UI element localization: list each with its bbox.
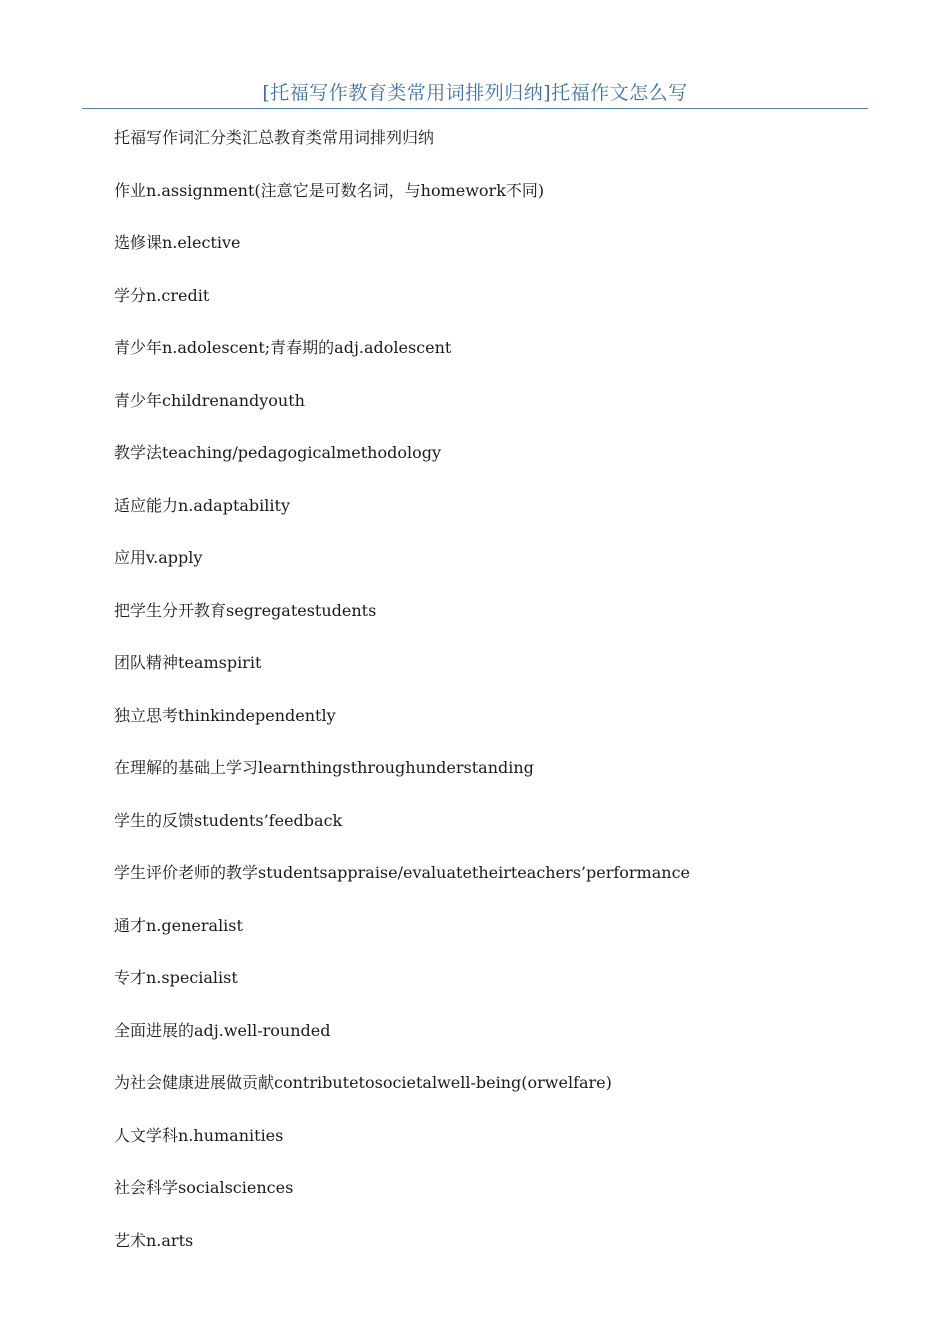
header-divider <box>82 108 868 109</box>
vocab-entry: 全面进展的adj.well-rounded <box>114 1020 331 1040</box>
vocab-entry: 为社会健康进展做贡献contributetosocietalwell-being(orwelfare) <box>114 1073 612 1092</box>
vocab-entry: 专才n.specialist <box>114 968 238 987</box>
vocab-entry: 选修课n.elective <box>114 233 241 252</box>
page-header-title: [托福写作教育类常用词排列归纳]托福作文怎么写 <box>262 82 688 104</box>
document-line: 托福写作词汇分类汇总教育类常用词排列归纳 <box>114 128 435 147</box>
vocab-entry: 社会科学socialsciences <box>114 1178 294 1197</box>
vocab-entry: 应用v.apply <box>114 548 203 567</box>
vocab-entry: 把学生分开教育segregatestudents <box>114 600 377 620</box>
vocab-entry: 青少年n.adolescent;青春期的adj.adolescent <box>114 338 452 357</box>
document-body <box>114 124 874 1279</box>
vocab-entry: 学生评价老师的教学studentsappraise/evaluatetheirteachers’performance <box>114 863 691 882</box>
vocab-entry: 通才n.generalist <box>114 915 243 935</box>
vocab-entry: 青少年childrenandyouth <box>114 390 305 410</box>
vocab-entry: 独立思考thinkindependently <box>114 705 336 725</box>
vocab-entry: 在理解的基础上学习learnthingsthroughunderstanding <box>114 758 534 777</box>
vocab-entry: 学生的反馈students’feedback <box>114 810 343 830</box>
vocab-entry: 学分n.credit <box>114 285 210 305</box>
vocab-entry: 适应能力n.adaptability <box>114 495 290 515</box>
vocab-entry: 人文学科n.humanities <box>114 1125 284 1145</box>
vocab-entry: 艺术n.arts <box>114 1230 194 1250</box>
vocab-entry: 教学法teaching/pedagogicalmethodology <box>114 443 442 462</box>
vocab-entry: 团队精神teamspirit <box>114 653 262 672</box>
vocab-entry: 作业n.assignment(注意它是可数名词，与homework不同) <box>114 180 545 200</box>
